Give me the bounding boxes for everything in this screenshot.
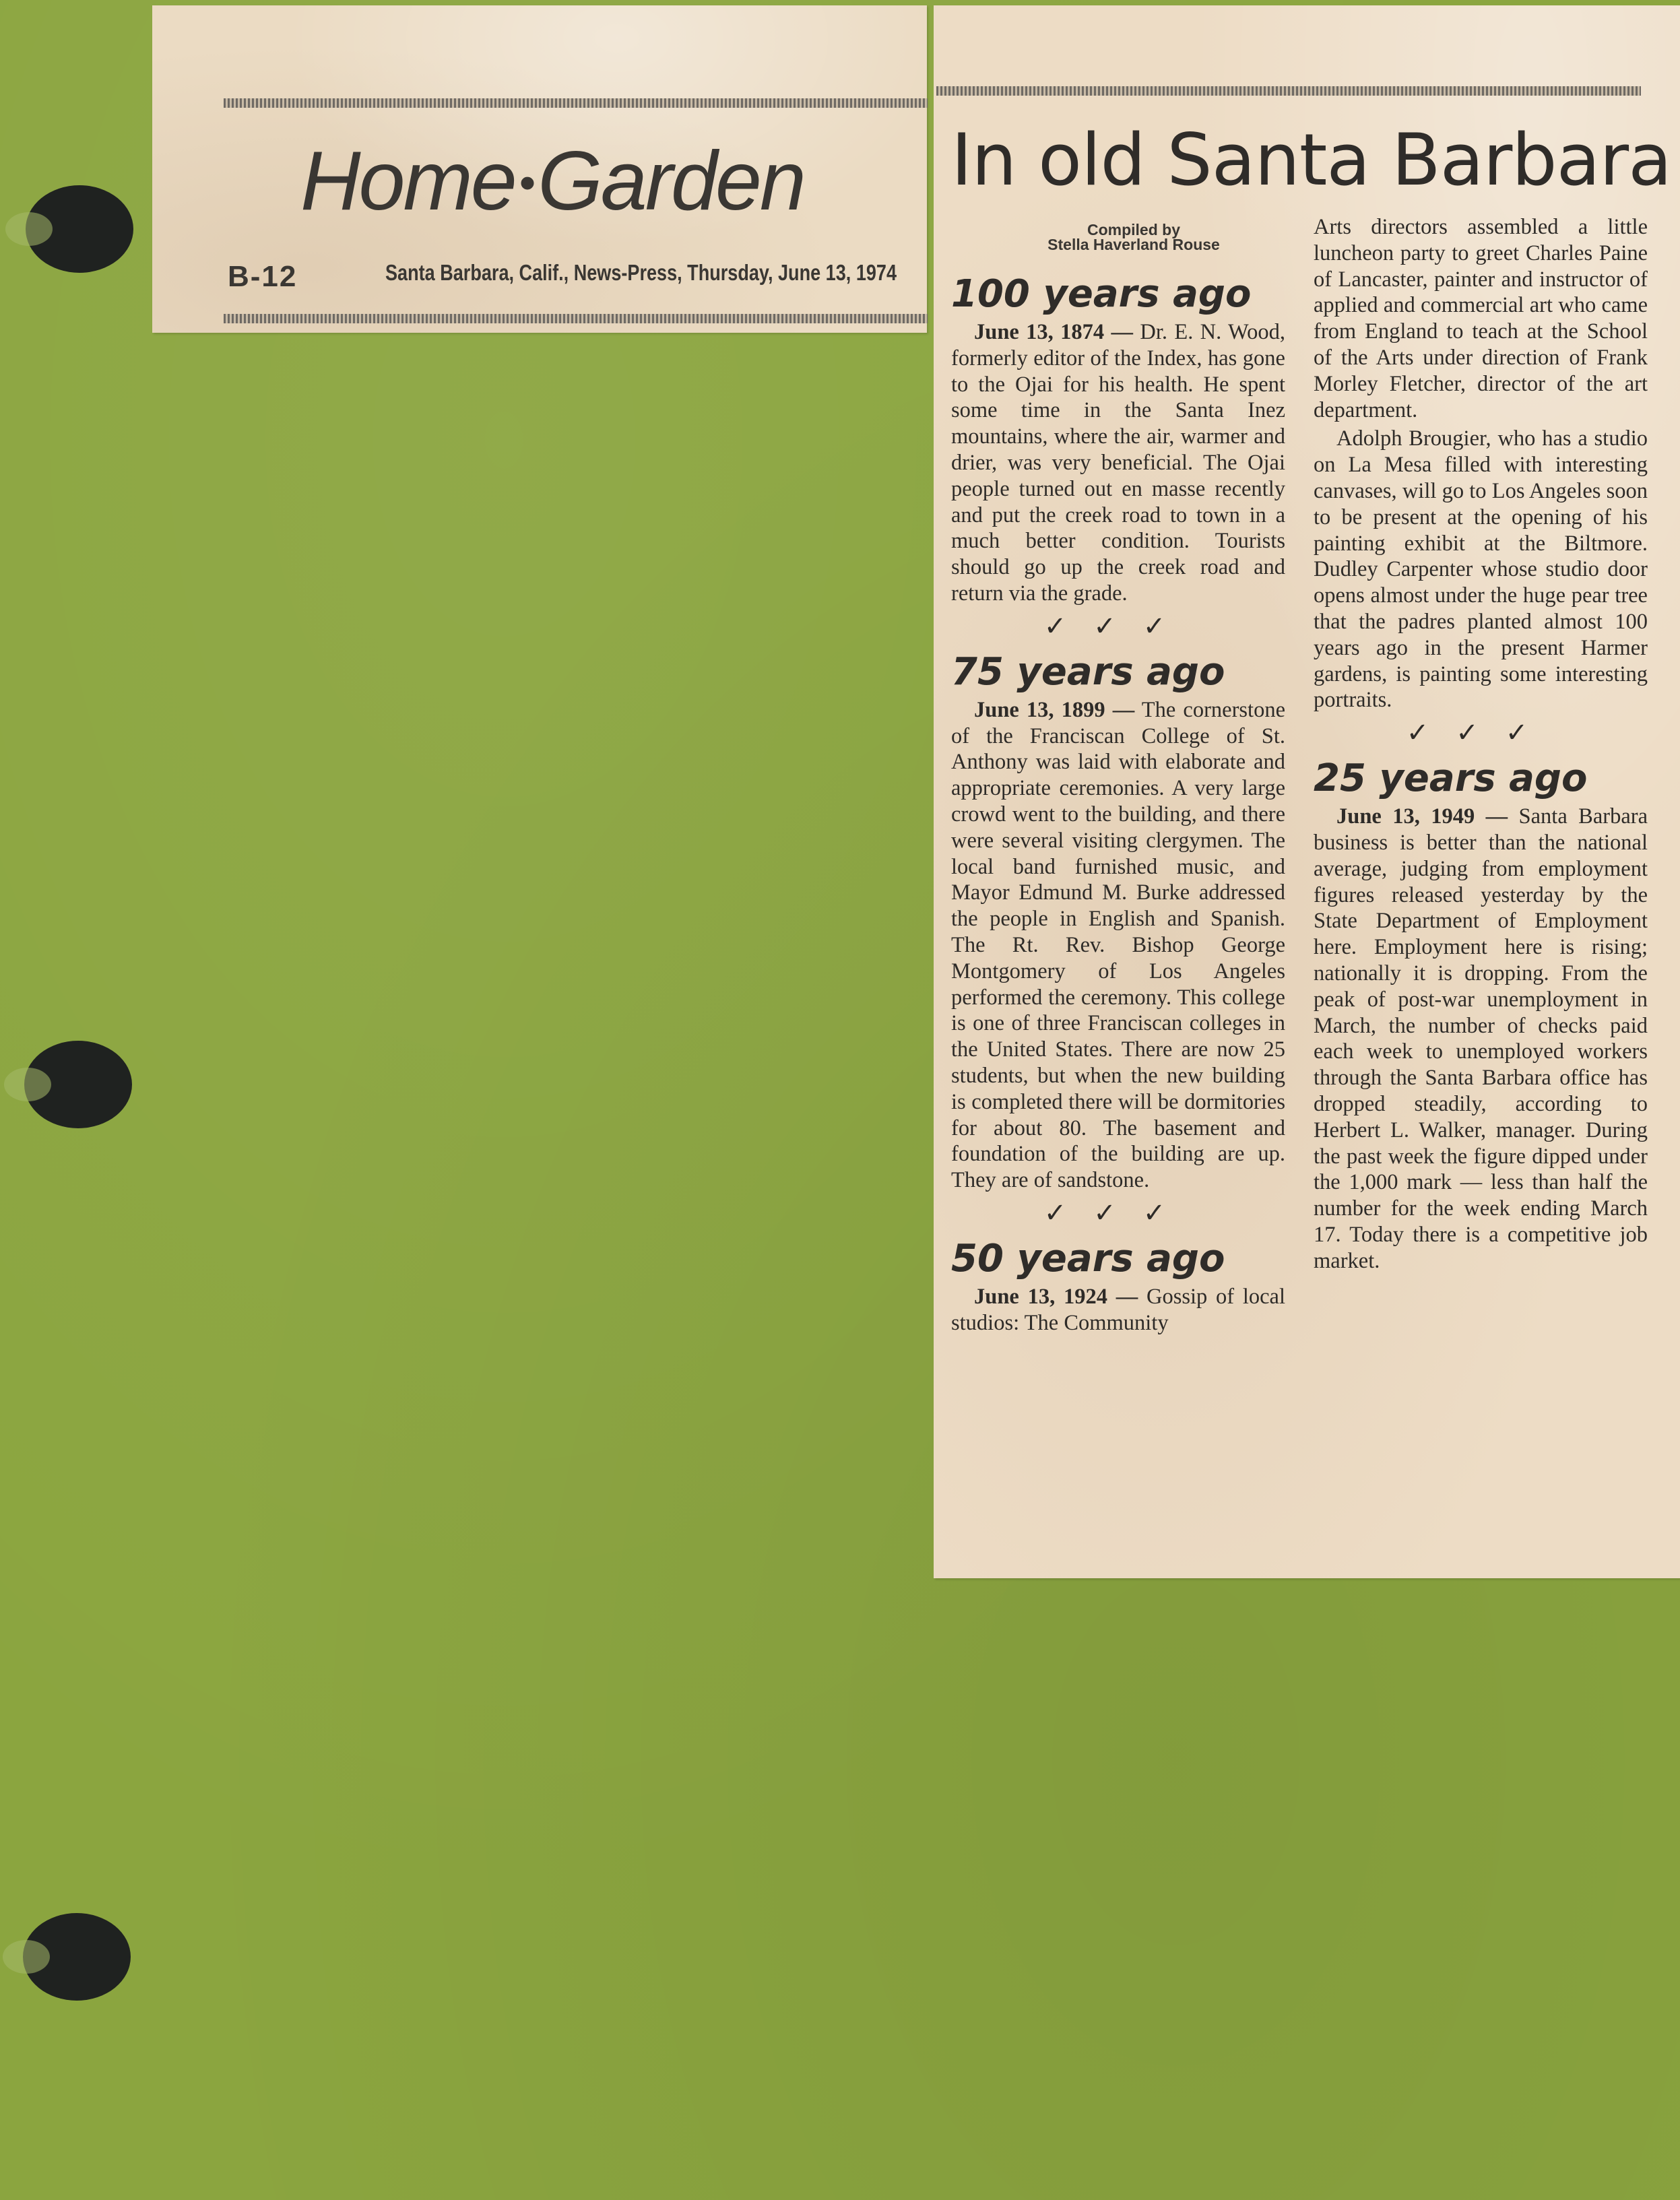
text-1899: The cornerstone of the Franciscan College of St. Anthony was laid with elaborate and appropriate ceremonies. A very large crowd went to the building, and there were several visiting clergymen. The local band furnished music, and Mayor Edmund M. Burke addressed the people in English and Spanish. The Rt. Rev. Bishop George Montgomery of Los Angeles performed the ceremony. This college is one of three Franciscan colleges in the United States. There are now 25 students, but when the new building is completed there will be dormitories for about 80. The basement and foundation of the building are up. They are of sandstone. (951, 697, 1285, 1193)
text-1949: Santa Barbara business is better than the national average, judging from employment figures released yesterday by the State Department of Employment here. Employment here is rising; nationally it is dropping. From the peak of post-war unemployment in March, the number of checks paid each week to unemployed workers through the Santa Barbara office has dropped steadily, according to Herbert L. Walker, manager. During the past week the figure dipped under the 1,000 mark — less than half the number for the week ending March 17. Today there is a competitive job market. (1314, 804, 1648, 1273)
binder-hole-bottom (23, 1913, 131, 2001)
paragraph-1899 (951, 697, 1285, 1194)
article-column-left (951, 269, 1285, 1336)
date-1924: June 13, 1924 — (974, 1284, 1138, 1309)
binder-hole-middle (24, 1041, 132, 1128)
date-1899: June 13, 1899 — (974, 697, 1135, 722)
date-1949: June 13, 1949 — (1336, 804, 1508, 829)
paragraph-1924-brougier: Adolph Brougier, who has a studio on La Mesa filled with interesting canvases, will go to Los Angeles soon to be present at the opening of his painting exhibit at the Biltmore. Dudley Carpenter whose studio door opens almost under the huge pear tree that the padres planted almost 100 years ago in the present Harmer gardens, is painting some interesting portraits. (1314, 426, 1648, 713)
section-name-home: Home (300, 135, 515, 228)
paragraph-1924 (951, 1284, 1285, 1336)
section-name (300, 133, 804, 229)
subhead-100-years: 100 years ago (951, 272, 1252, 316)
article-column-right (1314, 214, 1648, 1274)
byline-label: Compiled by (1087, 221, 1180, 238)
byline (1002, 222, 1265, 252)
text-1874: Dr. E. N. Wood, formerly editor of the Index, has gone to the Ojai for his health. He spent some time in the Santa Inez mountains, where the air, warmer and drier, was very beneficial. The Ojai people turned out en masse recently and put the creek road to town in a much better condition. Tourists should go up the creek road and return via the grade. (951, 320, 1285, 606)
subhead-50-years: 50 years ago (951, 1236, 1225, 1281)
paragraph-1924-continued: Arts directors assembled a little luncheon party to greet Charles Paine of Lancaster, painter and instructor of applied and commercial art who came from England to teach at the School of the Arts under direction of Frank Morley Fletcher, director of the art department. (1314, 215, 1648, 422)
text-1924: Gossip of local studios: The Community (951, 1284, 1286, 1335)
article-headline: In old Santa Barbara (951, 119, 1672, 201)
top-rule-left (224, 98, 928, 108)
bottom-rule-left (224, 314, 928, 323)
date-1874: June 13, 1874 — (974, 320, 1134, 344)
section-separator-dot: • (519, 156, 534, 209)
check-marks-separator: ✓✓✓ (1043, 1197, 1193, 1228)
top-rule-right (936, 86, 1641, 96)
section-name-garden: Garden (538, 135, 804, 228)
check-marks-separator: ✓✓✓ (1406, 717, 1555, 748)
byline-author: Stella Haverland Rouse (1047, 236, 1220, 253)
check-marks-separator: ✓✓✓ (1043, 610, 1193, 641)
subhead-25-years: 25 years ago (1314, 756, 1588, 801)
subhead-75-years: 75 years ago (951, 649, 1225, 694)
page-number: B-12 (228, 260, 298, 293)
paragraph-1949 (1314, 804, 1648, 1274)
paragraph-1874 (951, 319, 1285, 607)
dateline: Santa Barbara, Calif., News-Press, Thursday, June 13, 1974 (385, 260, 897, 285)
binder-hole-top (26, 185, 133, 273)
